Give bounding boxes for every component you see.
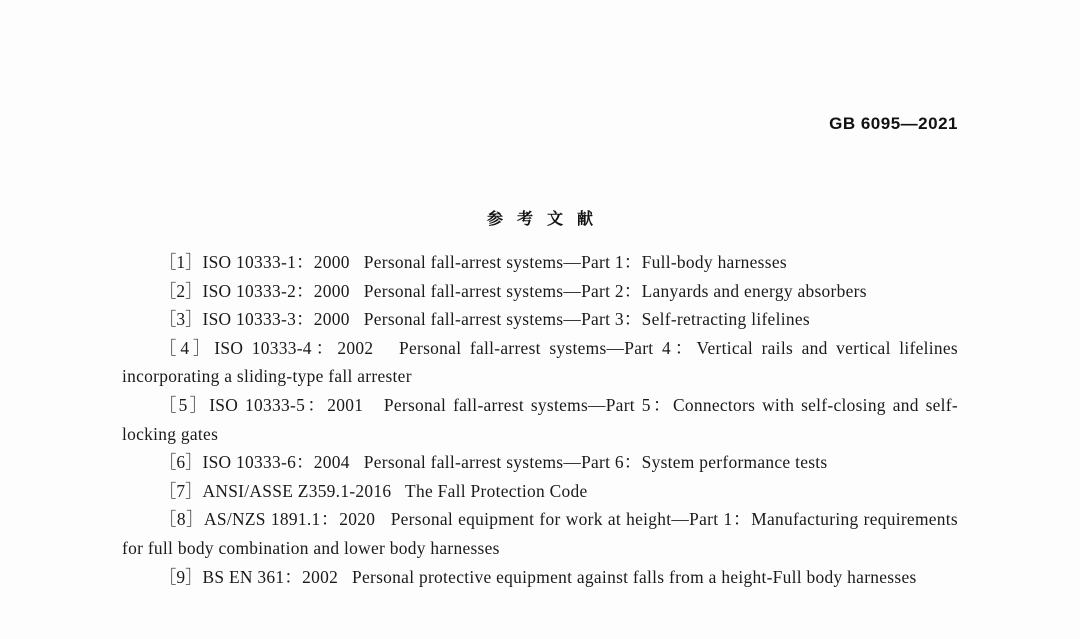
reference-number: ［8］ bbox=[159, 509, 205, 530]
reference-item bbox=[122, 334, 963, 391]
reference-number: ［9］ bbox=[159, 566, 203, 587]
reference-number: ［3］ bbox=[159, 309, 203, 330]
reference-item bbox=[122, 477, 958, 506]
reference-item bbox=[122, 248, 958, 277]
reference-text: ANSI/ASSE Z359.1-2016 The Fall Protection Code bbox=[202, 480, 588, 501]
reference-item bbox=[122, 277, 958, 306]
reference-text: ISO 10333-2：2000 Personal fall-arrest systems—Part 2：Lanyards and energy absorbers bbox=[202, 280, 867, 301]
reference-text: AS/NZS 1891.1：2020 Personal equipment for work at height—Part 1：Manufacturing requirements for full body combination and lower body harnesses bbox=[122, 509, 963, 558]
reference-text: ISO 10333-1：2000 Personal fall-arrest systems—Part 1：Full-body harnesses bbox=[202, 252, 787, 272]
reference-item bbox=[122, 448, 958, 477]
reference-number: ［1］ bbox=[159, 252, 203, 272]
section-title: 参考文献 bbox=[486, 209, 607, 228]
reference-text: BS EN 361：2002 Personal protective equipment against falls from a height-Full body harnesses bbox=[202, 566, 917, 587]
reference-item bbox=[122, 391, 958, 448]
reference-text: ISO 10333-3：2000 Personal fall-arrest systems—Part 3：Self-retracting lifelines bbox=[202, 309, 810, 330]
reference-item bbox=[122, 563, 958, 592]
reference-number: ［2］ bbox=[159, 280, 203, 301]
reference-list bbox=[122, 248, 963, 591]
reference-number: ［6］ bbox=[159, 452, 203, 473]
reference-text: ISO 10333-6：2004 Personal fall-arrest systems—Part 6：System performance tests bbox=[202, 452, 828, 473]
reference-text: ISO 10333-4：2002 Personal fall-arrest systems—Part 4：Vertical rails and vertical lifelines incorporating a sliding-type fall arrester bbox=[122, 337, 963, 387]
standard-number: GB 6095—2021 bbox=[829, 114, 958, 133]
reference-item bbox=[122, 305, 958, 334]
reference-number: ［5］ bbox=[159, 394, 210, 415]
reference-number: ［7］ bbox=[159, 480, 203, 501]
reference-number: ［4］ bbox=[159, 337, 215, 358]
reference-text: ISO 10333-5：2001 Personal fall-arrest systems—Part 5：Connectors with self-closing and self-locking gates bbox=[122, 394, 958, 444]
reference-item bbox=[122, 505, 963, 562]
